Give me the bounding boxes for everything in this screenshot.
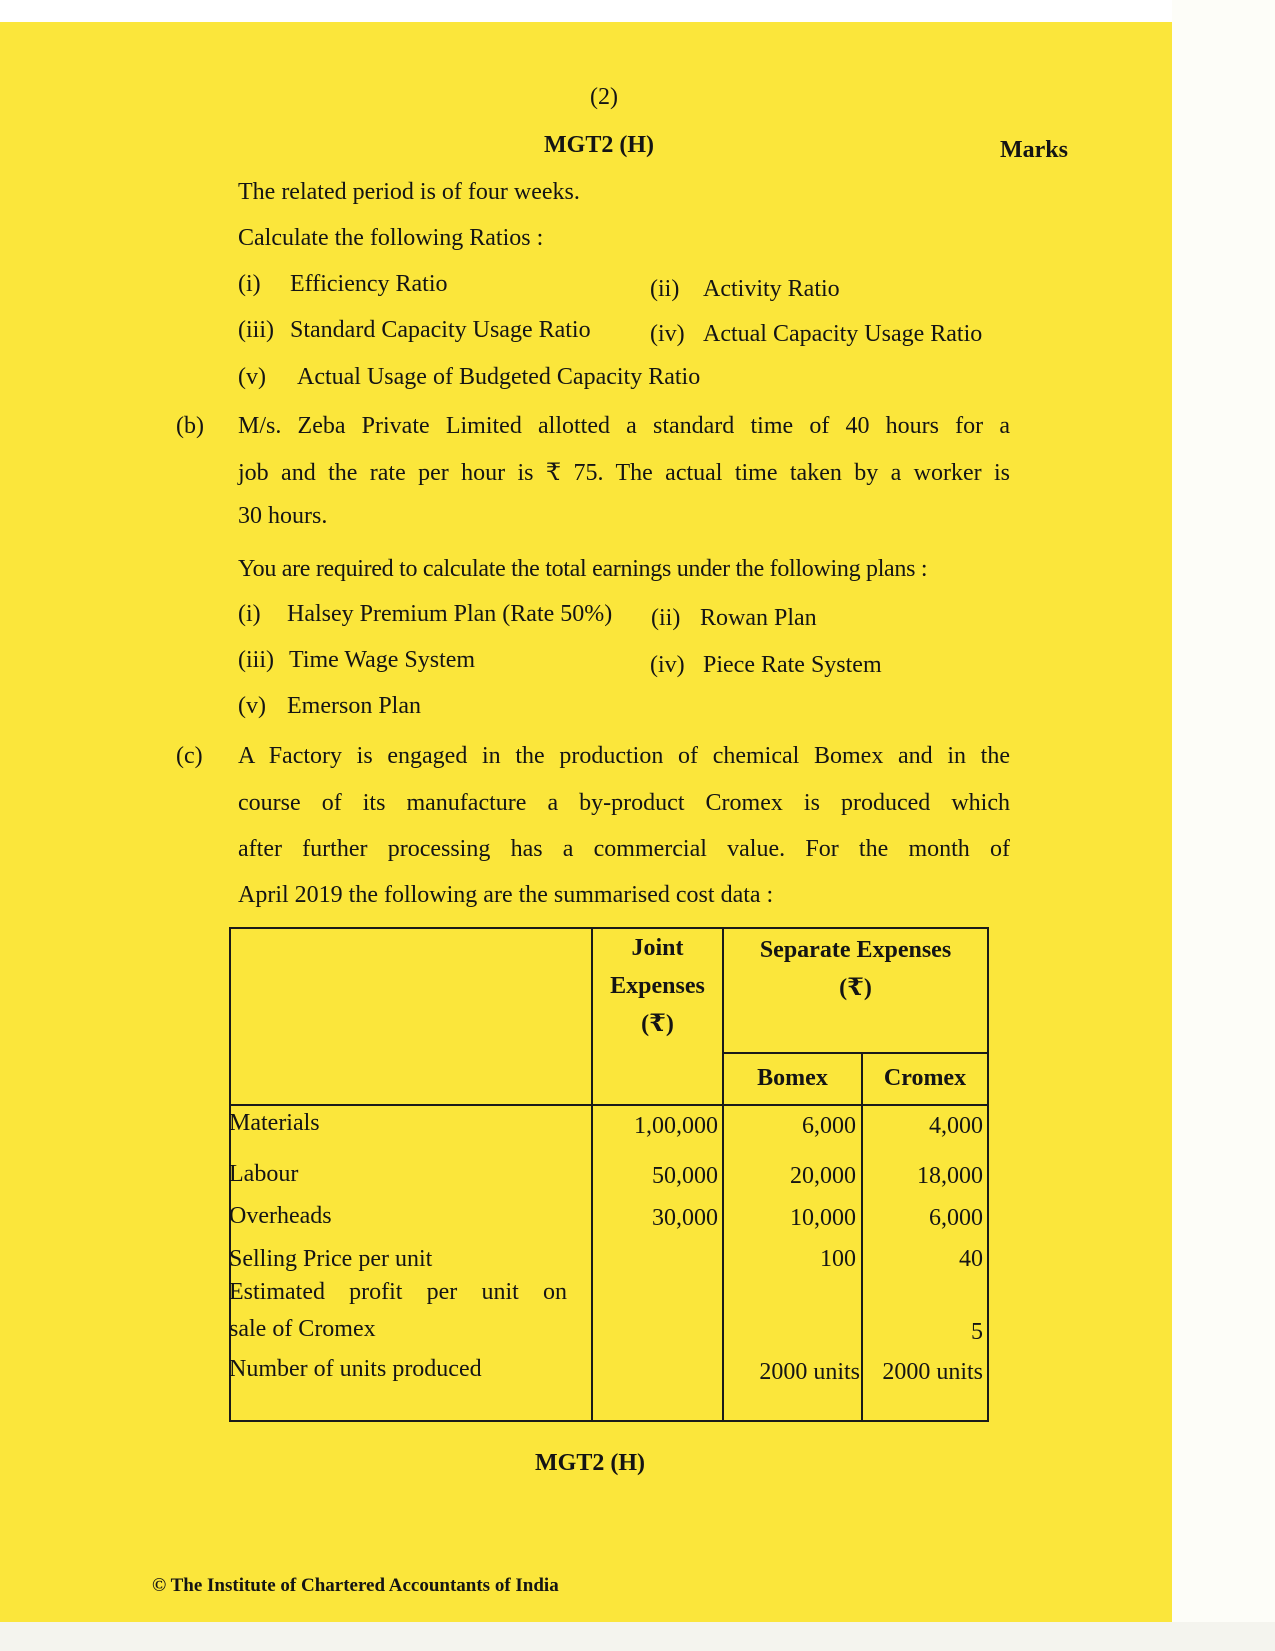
part-b-label: (b) (176, 413, 204, 439)
part-b-line: 30 hours. (238, 503, 328, 529)
part-c-line: A Factory is engaged in the production of chemical Bomex and in the (238, 743, 1010, 769)
ratio-label: Actual Usage of Budgeted Capacity Ratio (297, 364, 701, 390)
ratios-instruction: Calculate the following Ratios : (238, 225, 544, 251)
bomex-value: 10,000 (790, 1205, 856, 1231)
cromex-value: 4,000 (929, 1113, 983, 1139)
part-c-line: course of its manufacture a by-product Cromex is produced which (238, 790, 1010, 816)
plan-num: (iii) (238, 647, 274, 673)
cromex-value: 40 (959, 1246, 983, 1272)
bomex-value: 20,000 (790, 1163, 856, 1189)
table-header-divider (229, 1104, 989, 1106)
cromex-value: 2000 units (882, 1359, 983, 1385)
table-row-label: Estimated profit per unit on (229, 1279, 567, 1305)
ratio-num: (iv) (650, 321, 685, 347)
plan-num: (ii) (651, 605, 681, 631)
table-row-label: Overheads (229, 1203, 332, 1229)
ratio-label: Standard Capacity Usage Ratio (290, 317, 591, 343)
bomex-header: Bomex (757, 1065, 828, 1091)
joint-header: (₹) (641, 1011, 674, 1037)
plan-num: (iv) (650, 652, 685, 678)
plan-label: Piece Rate System (703, 652, 882, 678)
cost-data-table (229, 927, 989, 1422)
period-text: The related period is of four weeks. (238, 179, 580, 205)
joint-header: Expenses (610, 973, 705, 999)
part-b-line: M/s. Zeba Private Limited allotted a standard time of 40 hours for a (238, 413, 1010, 439)
ratio-num: (v) (238, 364, 266, 390)
plan-label: Time Wage System (289, 647, 476, 673)
page-margin (1172, 0, 1275, 1651)
plan-num: (i) (238, 601, 261, 627)
table-row-label: Labour (229, 1161, 299, 1187)
part-b-line: job and the rate per hour is ₹ 75. The actual time taken by a worker is (238, 460, 1010, 486)
joint-value: 50,000 (652, 1163, 718, 1189)
separate-header: (₹) (839, 975, 872, 1001)
part-c-line: after further processing has a commercial value. For the month of (238, 836, 1010, 862)
table-border (229, 1420, 989, 1422)
separate-header: Separate Expenses (759, 937, 952, 963)
part-c-label: (c) (176, 743, 203, 769)
plan-num: (v) (238, 693, 266, 719)
table-row-label: Number of units produced (229, 1356, 482, 1382)
table-border (987, 927, 989, 1422)
bomex-value: 100 (820, 1246, 856, 1272)
ratio-num: (ii) (650, 276, 680, 302)
table-header-divider (722, 1052, 989, 1054)
plan-label: Halsey Premium Plan (Rate 50%) (287, 601, 613, 627)
ratio-num: (iii) (238, 317, 274, 343)
ratio-label: Efficiency Ratio (290, 271, 448, 297)
table-row-label: Selling Price per unit (229, 1246, 433, 1272)
plans-instruction: You are required to calculate the total earnings under the following plans : (238, 556, 928, 582)
paper-code-footer: MGT2 (H) (535, 1450, 645, 1476)
ratio-num: (i) (238, 271, 261, 297)
joint-header: Joint (631, 935, 684, 961)
part-c-line: April 2019 the following are the summarised cost data : (238, 882, 774, 908)
paper-code-header: MGT2 (H) (544, 132, 654, 158)
joint-value: 1,00,000 (634, 1113, 718, 1139)
plan-label: Emerson Plan (287, 693, 421, 719)
ratio-label: Actual Capacity Usage Ratio (703, 321, 983, 347)
cromex-value: 18,000 (917, 1163, 983, 1189)
table-row-label: sale of Cromex (229, 1316, 376, 1342)
cromex-header: Cromex (883, 1065, 967, 1091)
cromex-value: 6,000 (929, 1205, 983, 1231)
marks-label: Marks (1000, 137, 1068, 163)
page-bottom-strip (0, 1622, 1275, 1651)
page-number: (2) (590, 84, 618, 110)
ratio-label: Activity Ratio (703, 276, 840, 302)
joint-value: 30,000 (652, 1205, 718, 1231)
bomex-value: 6,000 (802, 1113, 856, 1139)
copyright-notice: © The Institute of Chartered Accountants of India (152, 1575, 559, 1596)
bomex-value: 2000 units (759, 1359, 860, 1385)
plan-label: Rowan Plan (700, 605, 817, 631)
table-row-label: Materials (229, 1110, 320, 1136)
cromex-value: 5 (971, 1319, 983, 1345)
